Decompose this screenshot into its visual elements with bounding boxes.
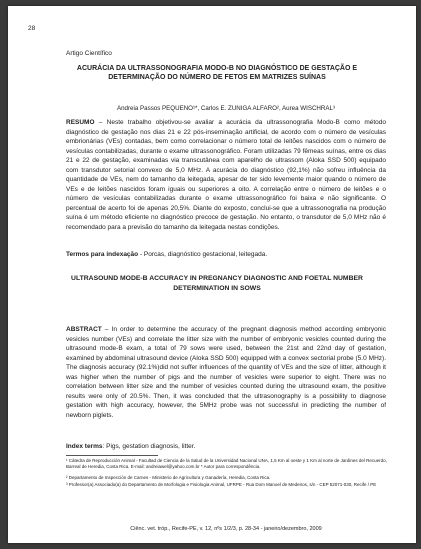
termos-text: - Porcas, diagnóstico gestacional, leitegada.: [138, 251, 268, 258]
termos-paragraph: [66, 250, 386, 260]
index-terms-label: Index terms: [66, 443, 103, 450]
resumo-label: RESUMO: [66, 119, 95, 126]
abstract-text: – In order to determine the accuracy of the pregnant diagnosis method according embryonic vesicles number (VEs) and correlate the litter size with the number of embryonic vesicles counted during the ultrasound mode-B exam, a total of 79 sows were used, between the 21st and 22nd day of gestation, examined by abdominal ultrasound device (Aloka SSD 500) equipped with a convex sectorial probe (5.0 MHz). The diagnosis accuracy (92.1%)did not suffer influences of the quantity of VEs and the size of litter, although it was higher when the number of pigs and the number of vesicles were superior to eight. There was no correlation between litter size and the number of vesicles counted during the ultrasound exam, the positive results were only of 20.5%. Then, it was concluded that the ultrasonography is a possibility to diagnose gestation with high accuracy, however, the 5MHz probe was not successful in predicting the number of newborn piglets.: [66, 326, 386, 419]
title-english: ULTRASOUND MODE-B ACCURACY IN PREGNANCY DIAGNOSTIC AND FOETAL NUMBER DETERMINATION IN SOWS: [71, 275, 363, 292]
index-terms-paragraph: [66, 442, 386, 452]
journal-footer: Ciênc. vet. tróp., Recife-PE, v. 12, nºs 1/2/3, p. 28-34 - janeiro/dezembro, 2009: [130, 526, 322, 532]
authors: Andreia Passos PEQUENO¹*, Carlos E. ZUNIGA ALFARO², Aurea WISCHRAL³: [116, 105, 335, 112]
abstract-paragraph: [66, 325, 386, 420]
page-number: 28: [28, 25, 36, 32]
section-label: Artigo Científico: [66, 50, 112, 57]
paper-page: [8, 6, 416, 543]
resumo-paragraph: [66, 118, 386, 233]
termos-label: Termos para indexação: [66, 251, 139, 258]
footnote-2: ² Departamento de Inspección de Carnes - Ministerio de Agricultura y Ganadería, Heredia, Costa Rica.: [66, 475, 271, 480]
footnote-1: ¹ Cátedra de Reproducción Animal - Facultad de Ciencia de la Salud de la Universidad Nacional UNA, 1,5 Km al oeste y 1 Km al norte de Jardines del Recuerdo, Barreal de Heredia, Costa Rica. E-mail: andreiawel@yahoo.com.br * Autor para correspondência.: [66, 458, 387, 469]
footnote-divider: [66, 455, 158, 456]
footnote-3: ³ Professor(a) Associado(a) do Departamento de Morfologia e Fisiologia Animal, UFRPE - Rua Dom Manoel de Medeiros, s/n - CEP 52071-030, Recife / PE: [66, 482, 377, 487]
resumo-text: – Neste trabalho objetivou-se avaliar a acurácia da ultrassonografia Modo-B como método diagnóstico de gestação nos dias 21 e 22 pós-inseminação artificial, de acordo com o número de vesículas embrionárias (VEs) contadas, bem como correlacionar o número total de leitões nascidos com o número de vesículas contabilizadas, durante o exame ultrassonográfico. Foram utilizadas 79 fêmeas suínas, entre os dias 21 e 22 de gestação, examinadas via transcutânea com aparelho de ultrassom (Aloka SSD 500) equipado com transdutor setorial convexo de 5,0 MHz. A acurácia do diagnóstico (92,1%) não sofreu influência da quantidade de VEs, nem do tamanho da leitegada, apesar de ter sido levemente maior quando o número de VEs e de leitões nascidos foram iguais ou superiores a oito. A correlação entre o número de leitões e o número de vesículas contabilizadas durante o exame ultrassonográfico foi baixa e não significante. O percentual de acerto foi de apenas 20,5%. Diante do exposto, conclui-se que a ultrassonografia na produção suína é um método eficiente no diagnóstico precoce de gestação. No entanto, o transdutor de 5,0 MHz não é recomendado para a previsão do tamanho da leitegada nestas condições.: [66, 119, 386, 232]
title-portuguese: ACURÁCIA DA ULTRASSONOGRAFIA MODO-B NO DIAGNÓSTICO DE GESTAÇÃO E DETERMINAÇÃO DO NÚMERO DE FETOS EM MATRIZES SUÍNAS: [76, 65, 358, 82]
index-terms-text: : Pigs, gestation diagnosis, litter.: [102, 443, 196, 450]
abstract-label: ABSTRACT: [66, 326, 102, 333]
